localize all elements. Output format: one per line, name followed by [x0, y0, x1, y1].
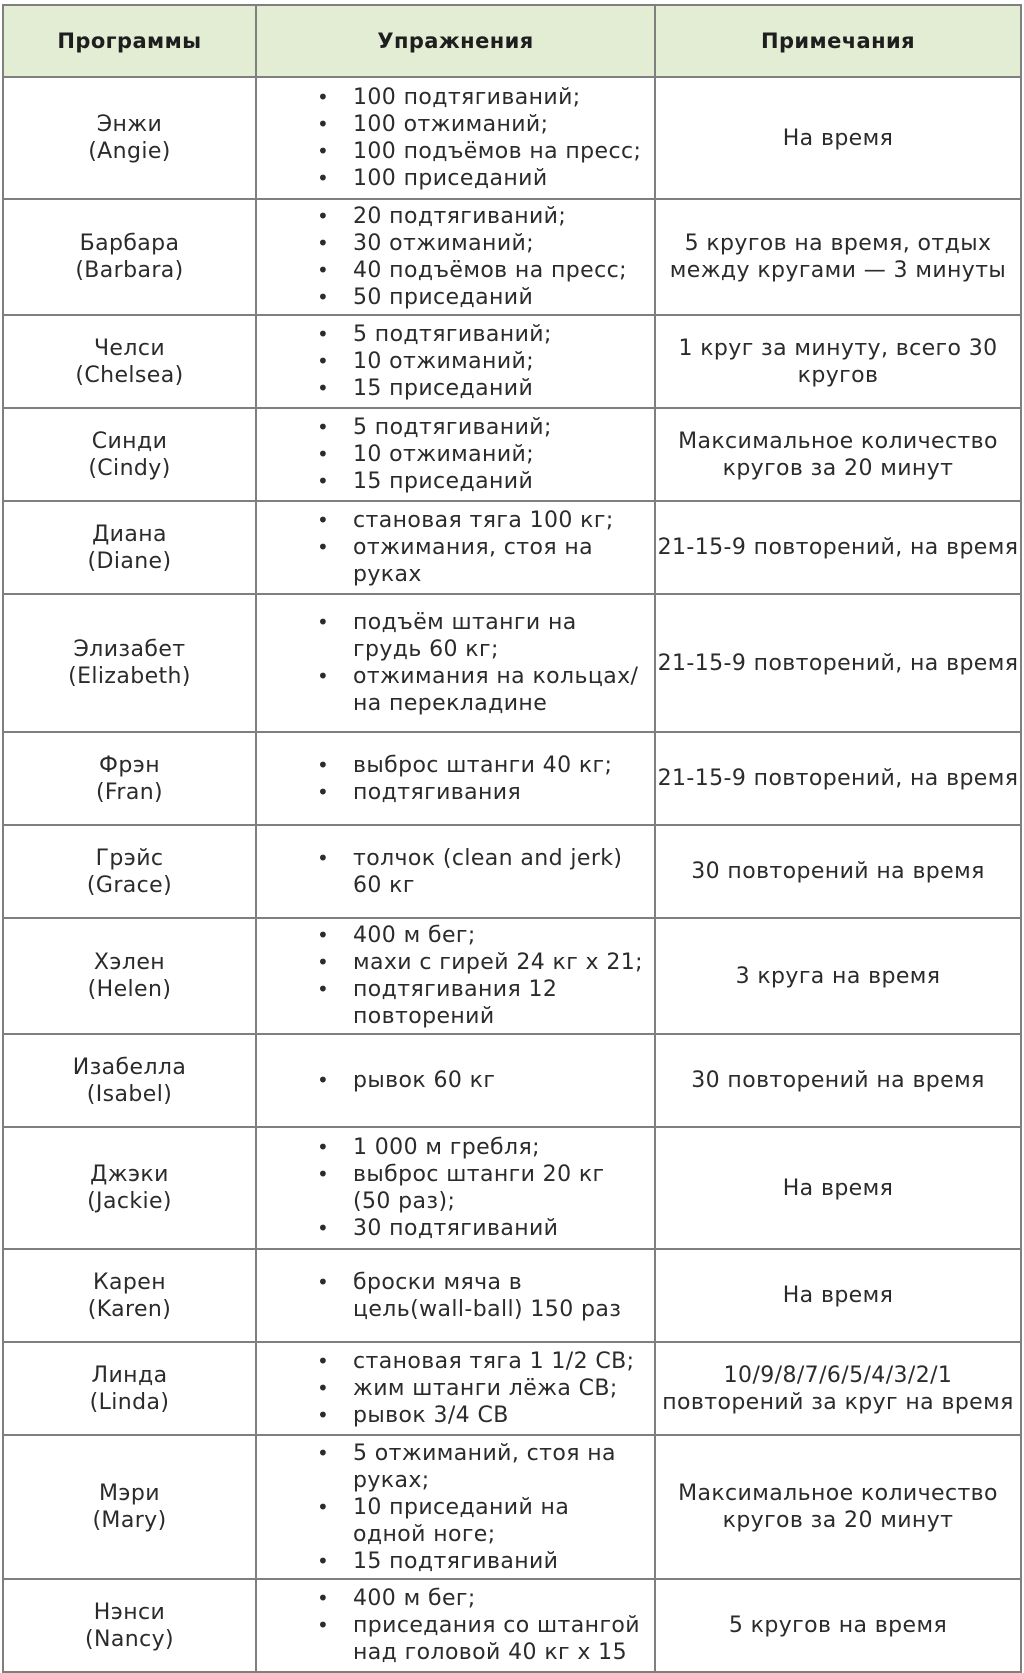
exercises-cell: [256, 77, 655, 199]
exercises-cell: [256, 732, 655, 825]
program-name-en: (Cindy): [88, 455, 171, 481]
exercise-list: [257, 845, 654, 899]
exercise-item: • 100 отжиманий;: [257, 111, 648, 138]
program-cell: [3, 1249, 256, 1342]
note-cell: 5 кругов на время: [655, 1579, 1021, 1672]
table-row: [3, 315, 1021, 408]
exercise-item: • подтягивания 12 повторений: [257, 976, 648, 1030]
exercise-item: • рывок 60 кг: [257, 1067, 648, 1094]
program-name-ru: Энжи: [96, 112, 163, 137]
exercise-item: • подтягивания: [257, 779, 648, 806]
exercise-item: • 100 подъёмов на пресс;: [257, 138, 648, 165]
exercise-item: • отжимания на кольцах/на перекладине: [257, 663, 648, 717]
header-exercises: Упражнения: [256, 5, 655, 77]
exercise-item: • 15 приседаний: [257, 375, 648, 402]
exercise-list: [257, 1134, 654, 1242]
program-name-en: (Chelsea): [75, 362, 184, 388]
exercise-list: [257, 507, 654, 588]
exercise-item: • 1 000 м гребля;: [257, 1134, 648, 1161]
note-cell: 21-15-9 повторений, на время: [655, 594, 1021, 732]
exercises-cell: [256, 918, 655, 1034]
exercise-item: • толчок (clean and jerk) 60 кг: [257, 845, 648, 899]
program-name-ru: Линда: [91, 1362, 168, 1388]
program-name-en: (Nancy): [85, 1626, 174, 1652]
program-name-en: (Jackie): [87, 1189, 172, 1214]
exercise-item: • выброс штанги 20 кг (50 раз);: [257, 1161, 648, 1215]
program-cell: [3, 1435, 256, 1579]
exercises-cell: [256, 1034, 655, 1127]
program-cell: [3, 918, 256, 1034]
exercise-item: • становая тяга 1 1/2 СВ;: [257, 1348, 648, 1375]
header-notes: Примечания: [655, 5, 1021, 77]
exercise-item: • приседания со штангой над головой 40 кг х 15: [257, 1612, 648, 1666]
exercise-item: • 15 приседаний: [257, 468, 648, 495]
program-name-ru: Нэнси: [93, 1599, 166, 1625]
note-cell: Максимальное количество кругов за 20 минут: [655, 408, 1021, 501]
exercises-cell: [256, 1579, 655, 1672]
exercise-item: • 10 отжиманий;: [257, 441, 648, 468]
program-name-en: (Diane): [87, 548, 172, 574]
exercise-item: • 30 подтягиваний: [257, 1215, 648, 1242]
program-name-ru: Челси: [93, 335, 166, 361]
exercises-cell: [256, 1435, 655, 1579]
program-cell: [3, 199, 256, 315]
header-row: [3, 5, 1021, 77]
program-name-ru: Грэйс: [95, 845, 164, 871]
table-row: [3, 408, 1021, 501]
header-programs: Программы: [3, 5, 256, 77]
note-cell: Максимальное количество кругов за 20 минут: [655, 1435, 1021, 1579]
note-cell: 3 круга на время: [655, 918, 1021, 1034]
exercises-cell: [256, 825, 655, 918]
note-cell: На время: [655, 1249, 1021, 1342]
exercise-item: • 100 подтягиваний;: [257, 84, 648, 111]
program-cell: [3, 315, 256, 408]
program-name-en: (Mary): [92, 1508, 167, 1533]
note-cell: 30 повторений на время: [655, 1034, 1021, 1127]
program-cell: [3, 732, 256, 825]
program-cell: [3, 1127, 256, 1249]
table-row: [3, 825, 1021, 918]
table-row: [3, 1435, 1021, 1579]
table-row: [3, 1127, 1021, 1249]
program-name-ru: Барбара: [79, 231, 180, 256]
program-name-ru: Изабелла: [72, 1054, 187, 1080]
note-cell: На время: [655, 1127, 1021, 1249]
exercise-list: [257, 922, 654, 1030]
note-cell: 30 повторений на время: [655, 825, 1021, 918]
note-cell: 1 круг за минуту, всего 30 кругов: [655, 315, 1021, 408]
program-name-en: (Elizabeth): [68, 664, 191, 689]
table-row: [3, 1034, 1021, 1127]
exercise-list: [257, 203, 654, 311]
program-cell: [3, 594, 256, 732]
exercise-list: [257, 84, 654, 192]
program-cell: [3, 501, 256, 594]
exercise-list: [257, 1348, 654, 1429]
program-cell: [3, 77, 256, 199]
program-cell: [3, 825, 256, 918]
table-row: [3, 1249, 1021, 1342]
program-name-ru: Диана: [92, 521, 167, 547]
program-cell: [3, 408, 256, 501]
exercises-cell: [256, 1249, 655, 1342]
exercises-cell: [256, 594, 655, 732]
exercise-item: • броски мяча в цель(wall-ball) 150 раз: [257, 1269, 648, 1323]
table-body: [3, 77, 1021, 1672]
program-name-en: (Grace): [86, 872, 173, 898]
exercise-item: • жим штанги лёжа СВ;: [257, 1375, 648, 1402]
exercise-item: • становая тяга 100 кг;: [257, 507, 648, 534]
note-cell: 10/9/8/7/6/5/4/3/2/1 повторений за круг на время: [655, 1342, 1021, 1435]
exercise-item: • 5 отжиманий, стоя на руках;: [257, 1440, 648, 1494]
exercise-list: [257, 321, 654, 402]
exercise-item: • 30 отжиманий;: [257, 230, 648, 257]
program-name-en: (Linda): [89, 1389, 170, 1415]
exercise-item: • махи с гирей 24 кг х 21;: [257, 949, 648, 976]
program-name-ru: Мэри: [99, 1481, 160, 1506]
exercise-item: • 40 подъёмов на пресс;: [257, 257, 648, 284]
note-cell: 5 кругов на время, отдых между кругами — 3 минуты: [655, 199, 1021, 315]
program-name-en: (Angie): [88, 139, 171, 164]
exercise-item: • 15 подтягиваний: [257, 1548, 648, 1575]
exercise-list: [257, 609, 654, 717]
exercise-item: • 100 приседаний: [257, 165, 648, 192]
exercise-item: • 10 отжиманий;: [257, 348, 648, 375]
exercise-item: • выброс штанги 40 кг;: [257, 752, 648, 779]
table-row: [3, 594, 1021, 732]
exercise-item: • отжимания, стоя на руках: [257, 534, 648, 588]
exercises-cell: [256, 1127, 655, 1249]
table-row: [3, 1342, 1021, 1435]
exercise-item: • рывок 3/4 СВ: [257, 1402, 648, 1429]
exercise-item: • 400 м бег;: [257, 1585, 648, 1612]
exercise-list: [257, 752, 654, 806]
exercise-item: • 5 подтягиваний;: [257, 321, 648, 348]
exercise-item: • подъём штанги на грудь 60 кг;: [257, 609, 648, 663]
table-row: [3, 77, 1021, 199]
exercises-cell: [256, 1342, 655, 1435]
program-name-ru: Джэки: [90, 1162, 169, 1187]
exercise-list: [257, 414, 654, 495]
table-row: [3, 199, 1021, 315]
program-cell: [3, 1342, 256, 1435]
exercise-item: • 50 приседаний: [257, 284, 648, 311]
table-row: [3, 732, 1021, 825]
exercises-cell: [256, 315, 655, 408]
exercise-list: [257, 1440, 654, 1575]
program-name-ru: Синди: [91, 428, 168, 454]
exercise-list: [257, 1269, 654, 1323]
program-name-ru: Фрэн: [99, 752, 160, 778]
note-cell: 21-15-9 повторений, на время: [655, 501, 1021, 594]
program-name-ru: Элизабет: [73, 637, 186, 662]
program-name-ru: Карен: [93, 1269, 166, 1295]
note-cell: На время: [655, 77, 1021, 199]
exercises-cell: [256, 199, 655, 315]
program-name-en: (Helen): [87, 977, 172, 1002]
table-row: [3, 501, 1021, 594]
exercise-item: • 400 м бег;: [257, 922, 648, 949]
exercises-cell: [256, 501, 655, 594]
note-cell: 21-15-9 повторений, на время: [655, 732, 1021, 825]
exercise-list: [257, 1067, 654, 1094]
program-name-ru: Хэлен: [93, 950, 166, 975]
program-cell: [3, 1034, 256, 1127]
program-cell: [3, 1579, 256, 1672]
program-name-en: (Barbara): [75, 258, 184, 283]
exercise-list: [257, 1585, 654, 1666]
table-row: [3, 918, 1021, 1034]
table-row: [3, 1579, 1021, 1672]
program-name-en: (Karen): [87, 1296, 172, 1322]
exercise-item: • 5 подтягиваний;: [257, 414, 648, 441]
program-name-en: (Fran): [95, 779, 164, 805]
exercise-item: • 20 подтягиваний;: [257, 203, 648, 230]
workout-table: [2, 4, 1022, 1673]
exercises-cell: [256, 408, 655, 501]
program-name-en: (Isabel): [86, 1081, 173, 1107]
exercise-item: • 10 приседаний на одной ноге;: [257, 1494, 648, 1548]
